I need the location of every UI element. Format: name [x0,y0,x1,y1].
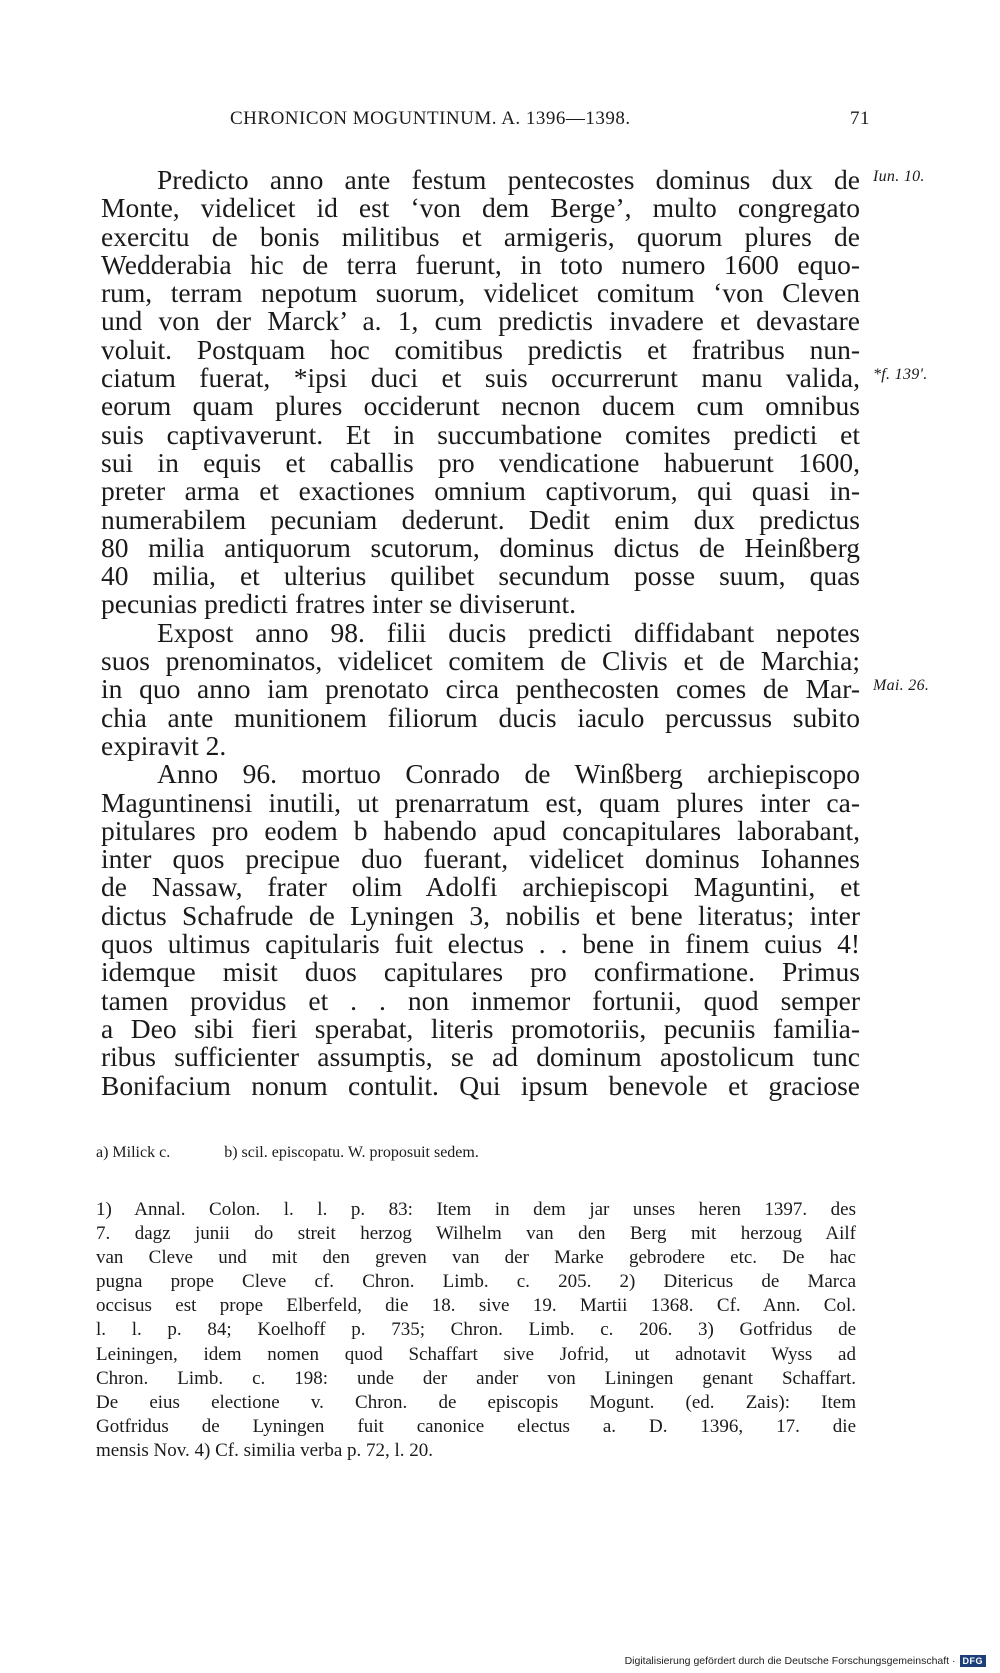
text-line: dictus Schafrude de Lyningen 3, nobilis et bene literatus; inter [101,899,860,931]
text-line: Bonifacium nonum contulit. Qui ipsum benevole et graciose [101,1069,860,1101]
main-text [101,166,860,1100]
text-line: Predicto anno ante festum pentecostes dominus dux de [157,164,860,195]
running-head-title: CHRONICON MOGUNTINUM. A. 1396—1398. [230,108,631,129]
footnote-line: occisus est prope Elberfeld, die 18. sive 19. Martii 1368. Cf. Ann. Col. [96,1295,856,1317]
text-line: Anno 96. mortuo Conrado de Winßberg archiepiscopo [157,758,860,790]
footnote-line: 7. dagz junii do streit herzog Wilhelm van den Berg mit herzoug Ailf [96,1223,856,1245]
text-line: eorum quam plures occiderunt necnon ducem cum omnibus [101,390,860,422]
critical-apparatus [96,1144,856,1162]
footnote-line: 1) Annal. Colon. l. l. p. 83: Item in dem jar unses heren 1397. des [96,1199,856,1220]
dfg-logo-icon: DFG [960,1655,987,1667]
text-line: rum, terram nepotum suorum, videlicet comitum ‘von Cleven [101,277,860,309]
text-line: a Deo sibi fieri sperabat, literis promotoriis, pecuniis familia- [101,1012,860,1044]
footnote-line: Chron. Limb. c. 198: unde der ander von Liningen genant Schaffart. [96,1367,856,1389]
text-line: inter quos precipue duo fuerant, videlicet dominus Iohannes [101,843,860,875]
text-line: Monte, videlicet id est ‘von dem Berge’, multo congregato [101,192,860,224]
text-line: sui in equis et caballis pro vendicatione habuerunt 1600, [101,446,860,478]
text-line: tamen providus et . . non inmemor fortunii, quod semper [101,984,860,1016]
margin-folio-reference: *f. 139'. [873,366,928,383]
text-line: suos prenominatos, videlicet comitem de Clivis et de Marchia; [101,645,860,677]
footnote-line: Gotfridus de Lyningen fuit canonice electus a. D. 1396, 17. die [96,1415,856,1437]
text-line: Expost anno 98. filii ducis predicti diffidabant nepotes [157,616,860,648]
text-line: de Nassaw, frater olim Adolfi archiepiscopi Maguntini, et [101,871,860,903]
footnote-line: Leiningen, idem nomen quod Schaffart sive Jofrid, ut adnotavit Wyss ad [96,1343,856,1365]
text-line: suis captivaverunt. Et in succumbatione comites predicti et [101,418,860,450]
text-line: voluit. Postquam hoc comitibus predictis et fratribus nun- [101,333,860,365]
footnote-line: De eius electione v. Chron. de episcopis Mogunt. (ed. Zais): Item [96,1391,856,1413]
critical-note-a: a) Milick c. [96,1144,171,1161]
text-line: exercitu de bonis militibus et armigeris, quorum plures de [101,220,860,252]
text-line: Wedderabia hic de terra fuerunt, in toto numero 1600 equo- [101,248,860,280]
text-line: pitulares pro eodem b habendo apud concapitulares laborabant, [101,814,860,846]
text-line: ribus sufficienter assumptis, se ad dominum apostolicum tunc [101,1041,860,1073]
text-line: Maguntinensi inutili, ut prenarratum est, quam plures inter ca- [101,786,860,818]
text-line: pecunias predicti fratres inter se diviserunt. [101,588,576,620]
text-line: idemque misit duos capitulares pro confirmatione. Primus [101,956,860,988]
text-line: in quo anno iam prenotato circa penthecosten comes de Mar- [101,673,860,705]
footnote-line: l. l. p. 84; Koelhoff p. 735; Chron. Limb. c. 206. 3) Gotfridus de [96,1319,856,1341]
footnote-line: pugna prope Cleve cf. Chron. Limb. c. 205. 2) Ditericus de Marca [96,1271,856,1293]
footnote-line: van Cleve und mit den greven van der Marke gebrodere etc. De hac [96,1247,856,1269]
digitization-credit [625,1655,986,1667]
text-line: numerabilem pecuniam dederunt. Dedit enim dux predictus [101,503,860,535]
margin-date-june-10: Iun. 10. [873,168,925,185]
text-line: chia ante munitionem filiorum ducis iaculo percussus subito [101,701,860,733]
text-line: preter arma et exactiones omnium captivorum, qui quasi in- [101,475,860,507]
text-line: ciatum fuerat, *ipsi duci et suis occurrerunt manu valida, [101,362,860,394]
footnote-line: mensis Nov. 4) Cf. similia verba p. 72, l. 20. [96,1439,434,1461]
text-line: und von der Marck’ a. 1, cum predictis invadere et devastare [101,305,860,337]
text-line: expiravit 2. [101,729,227,761]
margin-date-may-26: Mai. 26. [873,677,930,694]
critical-note-b: b) scil. episcopatu. W. proposuit sedem. [224,1144,479,1161]
footnotes [96,1198,856,1463]
text-line: 40 milia, et ulterius quilibet secundum posse suum, quas [101,560,860,592]
text-line: 80 milia antiquorum scutorum, dominus dictus de Heinßberg [101,531,860,563]
page-number: 71 [850,108,870,129]
digitization-credit-text: Digitalisierung gefördert durch die Deutsche Forschungsgemeinschaft · [624,1655,956,1667]
text-line: quos ultimus capitularis fuit electus . . bene in finem cuius 4! [101,928,860,960]
